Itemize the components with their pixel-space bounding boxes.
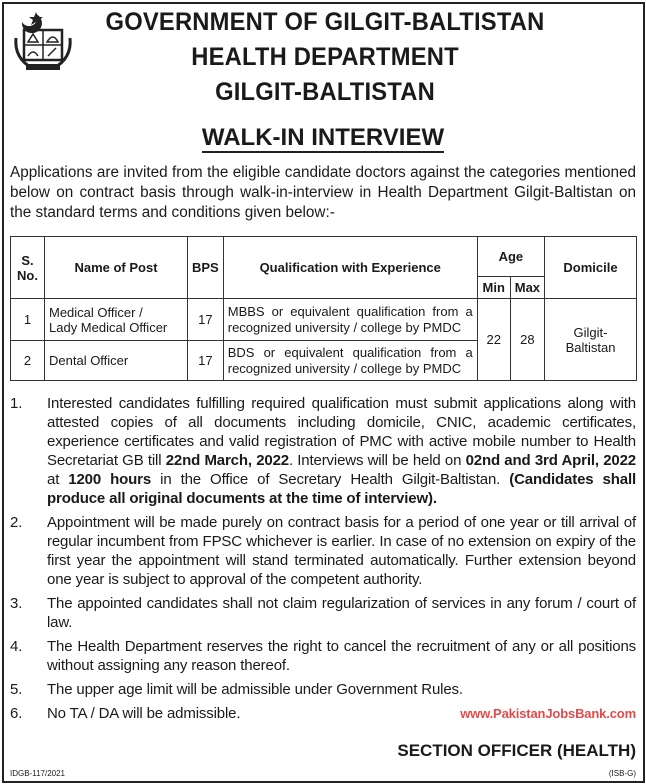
cell-age-max: 28: [510, 299, 544, 381]
interview-time: 1200 hours: [68, 471, 152, 488]
text-part: . Interviews will be held on: [288, 452, 466, 469]
text-part: in the Office of Secretary Health Gilgit-Baltistan.: [151, 471, 510, 488]
col-header-age: Age: [477, 237, 544, 277]
original-documents-note: (Candidates shall produce all original documents at the time of interview).: [47, 471, 636, 507]
item-text: The upper age limit will be admissible under Government Rules.: [47, 681, 463, 698]
list-item: [10, 680, 636, 699]
interview-dates: 02nd and 3rd April, 2022: [465, 452, 636, 469]
item-text: The Health Department reserves the right to cancel the recruitment of any or all positions without assigning any reason thereof.: [47, 638, 636, 674]
col-header-sno: S. No.: [11, 237, 45, 299]
cell-bps: 17: [188, 341, 224, 381]
item-number: 1.: [10, 395, 23, 412]
table-row: [11, 299, 637, 341]
agency-code: (ISB-G): [608, 769, 636, 778]
item-text: [47, 394, 636, 508]
text-part: at: [47, 471, 69, 488]
cell-qualification: MBBS or equivalent qualification from a recognized university / college by PMDC: [223, 299, 477, 341]
list-item: [10, 704, 636, 723]
list-item: [10, 594, 636, 632]
col-header-bps: BPS: [188, 237, 224, 299]
terms-list: [10, 394, 636, 728]
cell-sno: 2: [11, 341, 45, 381]
col-header-domicile: Domicile: [545, 237, 637, 299]
list-item: [10, 394, 636, 508]
ad-title: [0, 124, 646, 152]
reference-number: IDGB-117/2021: [10, 769, 65, 778]
cell-qualification: BDS or equivalent qualification from a recognized university / college by PMDC: [223, 341, 477, 381]
header-government: GOVERNMENT OF GILGIT-BALTISTAN: [105, 8, 545, 36]
col-header-qualification: Qualification with Experience: [223, 237, 477, 299]
cell-domicile: Gilgit-Baltistan: [545, 299, 637, 381]
cell-age-min: 22: [477, 299, 510, 381]
item-number: 6.: [10, 705, 23, 722]
ad-title-text: WALK-IN INTERVIEW: [201, 124, 445, 151]
item-number: 5.: [10, 681, 23, 698]
intro-paragraph: Applications are invited from the eligible candidate doctors against the categories mentioned below on contract basis through walk-in-interview in Health Department Gilgit-Baltistan on the standard terms and conditions given below:-: [10, 164, 636, 221]
deadline-date: 22nd March, 2022: [165, 452, 289, 469]
watermark: www.PakistanJobsBank.com: [460, 706, 636, 721]
posts-table: [10, 236, 637, 381]
item-number: 4.: [10, 638, 23, 655]
item-number: 2.: [10, 514, 23, 531]
header-region: GILGIT-BALTISTAN: [215, 78, 435, 106]
cell-bps: 17: [188, 299, 224, 341]
header-department: HEALTH DEPARTMENT: [191, 43, 459, 71]
item-text: The appointed candidates shall not claim regularization of services in any forum / court of law.: [47, 595, 636, 631]
post-line: Medical Officer /: [49, 304, 143, 320]
signature-section-officer: SECTION OFFICER (HEALTH): [397, 741, 636, 760]
item-text: No TA / DA will be admissible.: [47, 705, 241, 722]
list-item: [10, 513, 636, 589]
col-header-min: Min: [477, 277, 510, 299]
cell-post: Dental Officer: [45, 341, 188, 381]
item-text: Appointment will be made purely on contract basis for a period of one year or till arrival of regular incumbent from FPSC whichever is earlier. In case of no extension on expiry of the first year the appointment will stand terminated automatically. Further extension beyond one year is subject to approval of the competent authority.: [47, 514, 636, 588]
post-line: Lady Medical Officer: [49, 319, 168, 335]
text-part: Interested candidates fulfilling required qualification must submit applications along with attested copies of all documents including domicile, CNIC, academic certificates, experience certificates and valid registration of PMC with active mobile number to Health Secretariat GB till: [47, 395, 636, 469]
col-header-post: Name of Post: [45, 237, 188, 299]
item-number: 3.: [10, 595, 23, 612]
col-header-max: Max: [510, 277, 544, 299]
cell-post: [45, 299, 188, 341]
government-emblem-icon: [10, 8, 76, 74]
list-item: [10, 637, 636, 675]
cell-sno: 1: [11, 299, 45, 341]
